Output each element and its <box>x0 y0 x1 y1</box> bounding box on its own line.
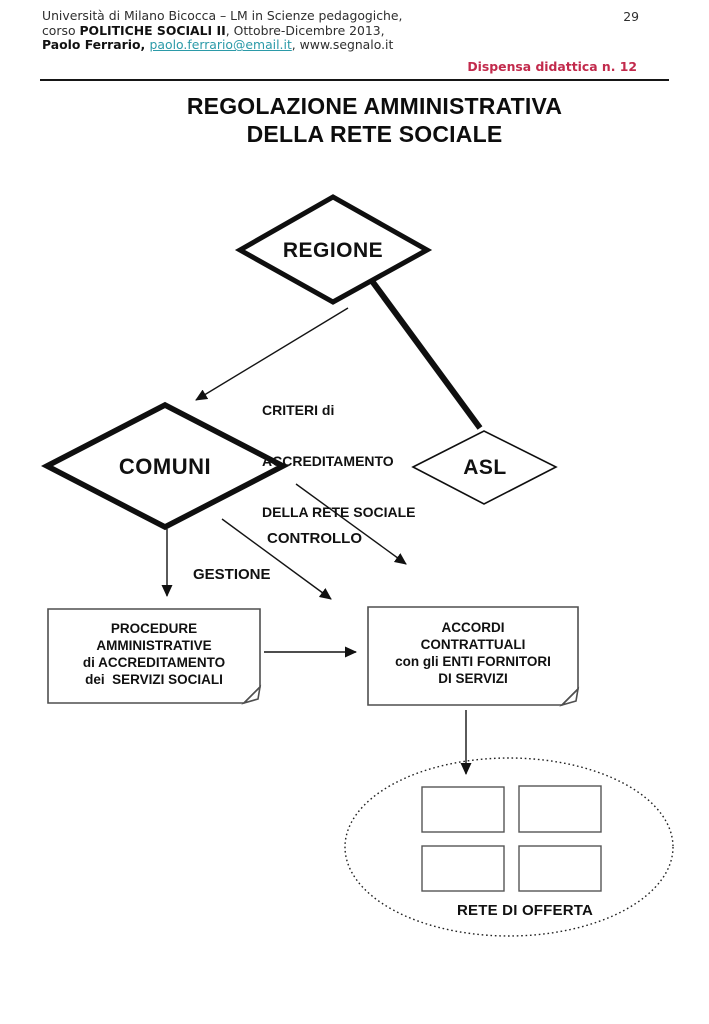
offer-unit-cell <box>422 787 504 832</box>
procedure-box-text: PROCEDURE AMMINISTRATIVE di ACCREDITAMENTO dei SERVIZI SOCIALI <box>82 621 226 687</box>
offer-unit-cell <box>519 786 601 832</box>
dispensa-label: Dispensa didattica n. 12 <box>467 59 637 74</box>
course-name: POLITICHE SOCIALI II <box>79 22 226 38</box>
offer-unit-cell <box>519 846 601 891</box>
title-line-1: REGOLAZIONE AMMINISTRATIVA <box>186 93 563 119</box>
asl-node-label: ASL <box>463 456 507 479</box>
controllo-label: CONTROLLO <box>267 530 362 547</box>
title-line-2: DELLA RETE SOCIALE <box>246 121 503 147</box>
page-number: 29 <box>623 9 639 24</box>
regione-node-label: REGIONE <box>282 239 384 262</box>
email-link[interactable]: paolo.ferrario@email.it <box>149 37 292 53</box>
criteri-label: CRITERI di ACCREDITAMENTO DELLA RETE SOCIALE <box>262 402 416 520</box>
accordi-box-text: ACCORDI CONTRATTUALI con gli ENTI FORNITORI DI SERVIZI <box>395 620 551 686</box>
website-text: , www.segnalo.it <box>291 37 394 53</box>
offer-unit-cell <box>422 846 504 891</box>
comuni-node-label: COMUNI <box>118 454 212 479</box>
gestione-label: GESTIONE <box>193 566 271 583</box>
university-text: Università di Milano Bicocca – LM in Scienze pedagogiche, <box>42 8 403 23</box>
header-line-2: corso POLITICHE SOCIALI II, Ottobre-Dicembre 2013, <box>42 22 385 38</box>
rete-offerta-label: RETE DI OFFERTA <box>457 902 594 919</box>
author-name: Paolo Ferrario, <box>42 37 150 53</box>
